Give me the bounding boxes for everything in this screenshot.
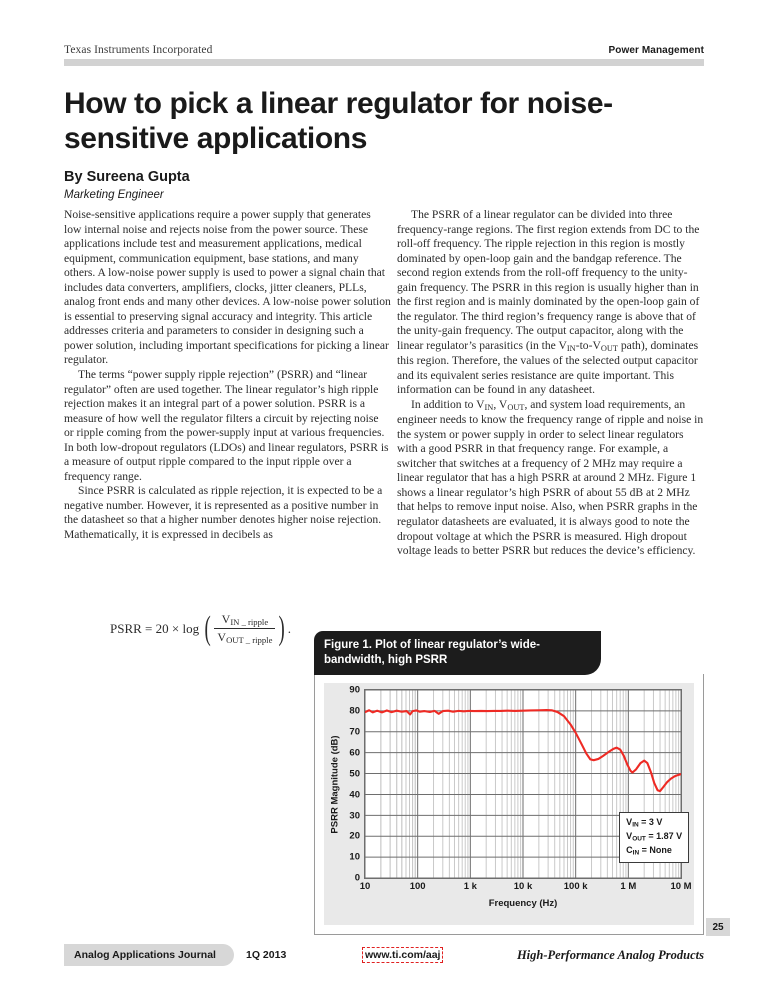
header-section: Power Management — [608, 45, 704, 56]
chart — [328, 684, 692, 921]
annotation-value: = 1.87 V — [645, 831, 683, 842]
addition-text-b: , V — [493, 397, 508, 411]
annotation-line — [626, 830, 682, 844]
header-divider — [64, 59, 704, 66]
paragraph-intro: Noise-sensitive applications require a power supply that generates low internal noise and rejects noise from the power source. These applications include test and measurement applications, medical equipment, communication equipment, base stations, and many others. A low-noise power supply is used to power a signal chain that includes data converters, amplifiers, clocks, jitter cleaners, PLLs, analog front ends and many other devices. A low-noise power solution is essential to preserving signal accuracy and integrity. This article addresses criteria and parameters to consider in designing such a power solution, including important specifications for picking a linear regulator. — [64, 208, 391, 367]
regions-text-b: -to-V — [575, 338, 601, 352]
numerator-subscript: IN _ ripple — [230, 616, 269, 627]
page-header — [64, 44, 704, 66]
annotation-value: = 3 V — [638, 817, 663, 828]
footer-journal-name: Analog Applications Journal — [74, 949, 216, 961]
annotation-line — [626, 816, 682, 830]
psrr-equation — [110, 609, 291, 647]
y-tick-label: 90 — [349, 684, 360, 696]
denominator-subscript: OUT _ ripple — [226, 634, 273, 645]
author-name: By Sureena Gupta — [64, 169, 190, 185]
y-tick-label: 20 — [349, 830, 360, 842]
numerator-symbol: V — [221, 612, 231, 626]
figure-caption: Figure 1. Plot of linear regulator’s wide-bandwidth, high PSRR — [314, 631, 601, 675]
annotation-subscript: IN — [632, 849, 640, 857]
annotation-subscript: OUT — [632, 835, 646, 843]
annotation-symbol: V — [626, 817, 633, 828]
paragraph-regions — [397, 208, 707, 398]
annotation-line — [626, 844, 682, 858]
article-title: How to pick a linear regulator for noise-sensitive applications — [64, 87, 613, 156]
figure-1 — [314, 631, 704, 935]
y-tick-label: 30 — [349, 810, 360, 822]
paragraph-terms: The terms “power supply ripple rejection” (PSRR) and “linear regulator” often are used together. The linear regulator’s high ripple rejection makes it an integral part of a power solution. PSRR is a measure of how well the regulator filters a circuit by rejecting noise or ripple coming from the power-supply input at various frequencies. In both low-dropout regulators (LDOs) and linear regulators, PSRR is a measure of output ripple compared to the input ripple over a frequency range. — [64, 368, 389, 483]
vout-subscript-1: OUT — [600, 343, 618, 353]
header-company: Texas Instruments Incorporated — [64, 44, 213, 56]
denominator-symbol: V — [217, 630, 227, 644]
open-paren: ( — [204, 609, 211, 647]
x-tick-label: 10 k — [513, 881, 533, 893]
annotation-value: = None — [639, 845, 672, 856]
addition-text-a: In addition to V — [411, 397, 485, 411]
footer-issue-date: 1Q 2013 — [246, 949, 287, 961]
fraction-denominator — [214, 628, 275, 645]
annotation-subscript: IN — [632, 821, 639, 829]
y-tick-label: 10 — [349, 851, 360, 863]
page-footer — [64, 944, 704, 966]
chart-background — [324, 683, 694, 925]
figure-body — [314, 674, 704, 935]
equation-fraction — [214, 612, 275, 645]
close-paren: ) — [278, 609, 286, 647]
footer-tagline: High-Performance Analog Products — [516, 948, 704, 962]
x-axis-label: Frequency (Hz) — [488, 898, 558, 910]
body-column-right — [397, 208, 707, 559]
addition-text-c: , and system load requirements, an engineer needs to know the frequency range of ripple and noise in the system or power supply in order to select linear regulators with a good PSRR in that frequency range. For example, a switcher that switches at a frequency of 2 MHz may require a linear regulator that has a high PSRR at around 2 MHz. Figure 1 shows a linear regulator’s high PSRR of about 55 dB at 2 MHz that helps to remove input noise. Also, when PSRR graphs in the regulator datasheets are evaluated, it is always good to note the dropout voltage at which the PSRR is measured. High dropout voltage leads to better PSRR but reduces the device’s efficiency. — [397, 397, 704, 558]
x-tick-label: 100 — [409, 881, 426, 893]
y-tick-label: 0 — [354, 872, 360, 884]
x-tick-label: 1 k — [463, 881, 477, 893]
paragraph-since: Since PSRR is calculated as ripple rejection, it is expected to be a negative number. However, it is represented as a positive number in the datasheet so that a higher number denotes higher noise rejection. Mathematically, it is expressed in decibels as — [64, 484, 383, 542]
page-number: 25 — [706, 918, 730, 936]
x-tick-label: 100 k — [563, 881, 588, 893]
y-tick-label: 40 — [349, 789, 360, 801]
vout-subscript-2: OUT — [507, 402, 525, 412]
regions-text-c: path), dominates this region. Therefore, the values of the selected output capacitor and its equivalent series resistance are quite important. This information can be found in any datasheet. — [397, 338, 699, 397]
y-tick-label: 80 — [349, 705, 360, 717]
y-tick-label: 60 — [349, 747, 360, 759]
equation-period: . — [287, 620, 291, 636]
header-row — [64, 44, 704, 59]
vin-subscript-2: IN — [484, 402, 494, 412]
regions-text-a: The PSRR of a linear regulator can be divided into three frequency-range regions. The first region extends from DC to the roll-off frequency. The ripple rejection in this region is mostly dominated by open-loop gain and the bandgap reference. The second region extends from the roll-off frequency to the unity-gain frequency. The PSRR in this region is usually higher than in the first region and is mainly dominated by the open-loop gain of the regulator. The third region’s frequency range is above that of the unity-gain frequency. The output capacitor, along with the linear regulator’s parasitics (in the V — [397, 208, 700, 352]
equation-left-side: PSRR = 20 × log — [110, 620, 200, 636]
y-tick-label: 50 — [349, 768, 360, 780]
vin-subscript-1: IN — [566, 343, 576, 353]
annotation-symbol: V — [626, 831, 633, 842]
chart-annotation-box — [619, 812, 689, 862]
y-tick-label: 70 — [349, 726, 360, 738]
x-tick-label: 10 — [359, 881, 371, 893]
y-axis-ticks — [342, 684, 360, 884]
y-axis-label — [328, 689, 342, 879]
body-column-left — [64, 208, 391, 543]
y-axis-label-text: PSRR Magnitude (dB) — [329, 735, 341, 834]
byline — [64, 168, 394, 203]
footer-url-link[interactable]: www.ti.com/aaj — [362, 947, 443, 963]
paragraph-in-addition — [397, 398, 707, 559]
x-tick-label: 1 M — [620, 881, 637, 893]
x-tick-label: 10 M — [670, 881, 692, 893]
annotation-symbol: C — [626, 845, 633, 856]
fraction-numerator — [219, 612, 272, 628]
author-role: Marketing Engineer — [64, 189, 164, 202]
x-axis-ticks — [359, 881, 692, 897]
